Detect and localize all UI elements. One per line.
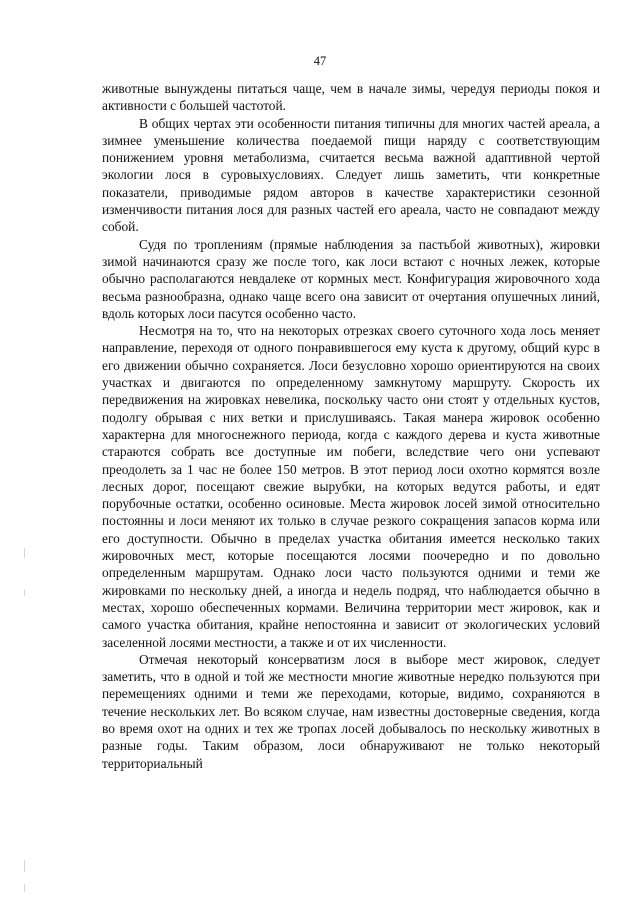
paragraph-continuation: животные вынуждены питаться чаще, чем в начале зимы, чередуя периоды покоя и активности с большей частотой. bbox=[102, 81, 600, 114]
paragraph-conservatism: Отмечая некоторый консерватизм лося в выборе мест жировок, следует заметить, что в одной и той же местности многие животные нередко пользуются при перемещениях одними и теми же переходами, которые, видимо, сохраняются в течение нескольких лет. Во всяком случае, нам известны достоверные сведения, когда во время охот на одних и тех же тропах лосей добывалось по нескольку животных в разные годы. Таким образом, лоси обнаруживают не только некоторый территориальный bbox=[102, 651, 600, 771]
scan-artifact bbox=[24, 860, 25, 872]
document-body bbox=[102, 80, 600, 772]
scan-artifact bbox=[24, 884, 25, 892]
paragraph-feeding-route: Несмотря на то, что на некоторых отрезках своего суточного хода лось меняет направление, переходя от одного понравившегося ему куста к другому, общий курс в его движении обычно сохраняется. Лоси безусловно хорошо ориентируются на своих участках и двигаются по определенному замкнутому маршруту. Скорость их передвижения на жировках невелика, поскольку часто они стоят у отдельных кустов, подолгу обрывая с них ветки и прислушиваясь. Такая манера жировок особенно характерна для многоснежного периода, когда с каждого дерева и куста животные стараются собрать все доступные им побеги, вследствие чего они успевают преодолеть за 1 час не более 150 метров. В этот период лоси охотно кормятся возле лесных дорог, посещают свежие вырубки, на которых ведутся работы, и едят порубочные остатки, особенно осиновые. Места жировок лосей зимой относительно постоянны и лоси меняют их только в случае резкого сокращения запасов корма или его доступности. Обычно в пределах участка обитания имеется несколько таких жировочных мест, которые посещаются лосями поочередно и по довольно определенным маршрутам. Однако лоси часто пользуются одними и теми же жировками по нескольку дней, а иногда и недель подряд, что наблюдается обычно в местах, хорошо обеспеченных кормами. Величина территории мест жировок, как и самого участка обитания, крайне непостоянна и зависит от экологических условий заселенной лосями местности, а также и от их численности. bbox=[102, 323, 600, 650]
paragraph-seasonal-feeding: В общих чертах эти особенности питания типичны для многих частей ареала, а зимнее уменьшение количества поедаемой пищи наряду с соответствующим понижением уровня метаболизма, считается весьма важной адаптивной чертой экологии лося в суровыхусловиях. Следует лишь заметить, чти конкретные показатели, приводимые рядом авторов в качестве характеристики сезонной изменчивости питания лося для разных частей его ареала, часто не совпадают между собой. bbox=[102, 115, 600, 235]
scan-artifact bbox=[24, 548, 25, 558]
scan-artifact bbox=[24, 590, 25, 596]
paragraph-tracking-observations: Судя по троплениям (прямые наблюдения за пастьбой животных), жировки зимой начинаются сразу же после того, как лоси встают с ночных лежек, которые обычно располагаются невдалеке от кормных мест. Конфигурация жировочного хода весьма разнообразна, однако чаще всего она зависит от очертания опушечных линий, вдоль которых лоси пасутся особенно часто. bbox=[102, 236, 600, 321]
page-number: 47 bbox=[313, 54, 327, 68]
